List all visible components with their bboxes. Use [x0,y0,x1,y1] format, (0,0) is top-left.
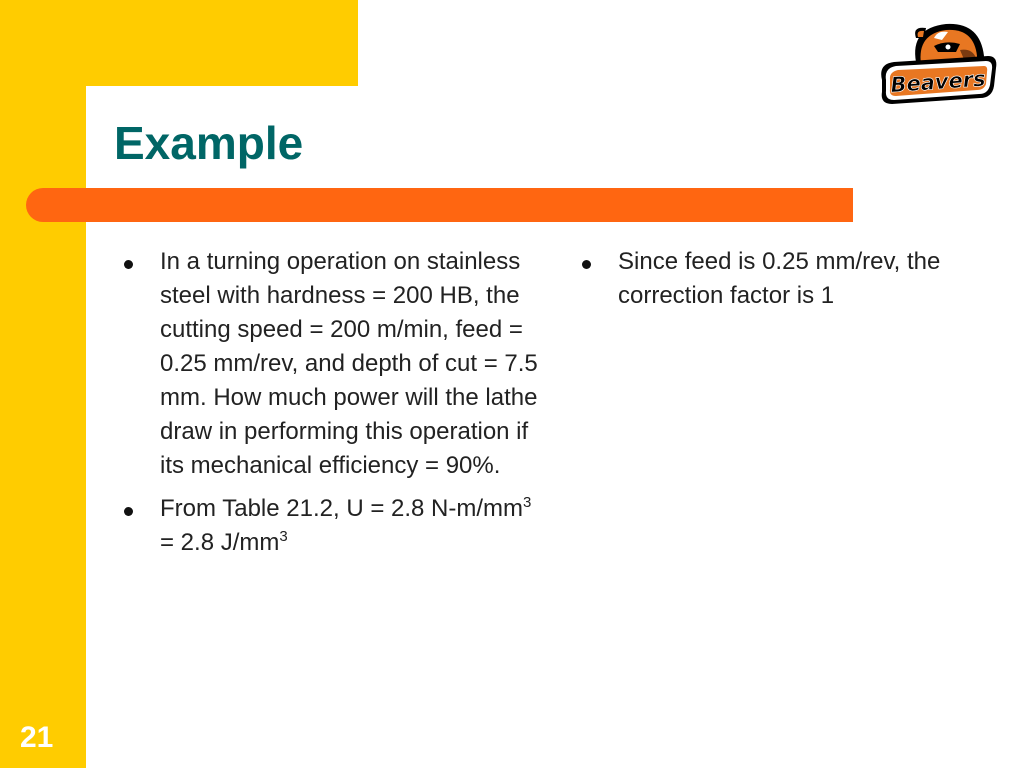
left-bullet-list [118,245,546,560]
superscript-exponent: 3 [523,494,532,511]
bullet-dot-icon [582,260,591,269]
right-content-column [576,245,996,322]
slide-title: Example [114,117,304,169]
right-bullet-list [576,245,996,313]
title-underline-bar [26,188,853,222]
bullet-specific-energy [118,492,546,560]
bullet-dot-icon [124,260,133,269]
bullet-text: In a turning operation on stainless steel with hardness = 200 HB, the cutting speed = 200 m/min, feed = 0.25 mm/rev, and depth of cut = 7.5 mm. How much power will the lathe draw in performing this operation if its mechanical efficiency = 90%. [160,248,538,479]
bullet-text-part-1: From Table 21.2, U = 2.8 N-m/mm [160,495,523,522]
slide-number: 21 [20,721,54,754]
beaver-mascot-logo [876,16,1000,110]
superscript-exponent: 3 [279,528,288,545]
top-accent-band [0,0,358,86]
bullet-correction-factor [576,245,996,313]
svg-text:Beavers: Beavers [889,66,987,98]
bullet-turning-operation-problem [118,245,546,483]
bullet-text: Since feed is 0.25 mm/rev, the correction factor is 1 [618,248,941,309]
beavers-wordmark [881,56,996,104]
bullet-text-part-2: = 2.8 J/mm [160,529,280,556]
bullet-dot-icon [124,507,133,516]
left-accent-band [0,0,86,768]
left-content-column [118,245,546,569]
